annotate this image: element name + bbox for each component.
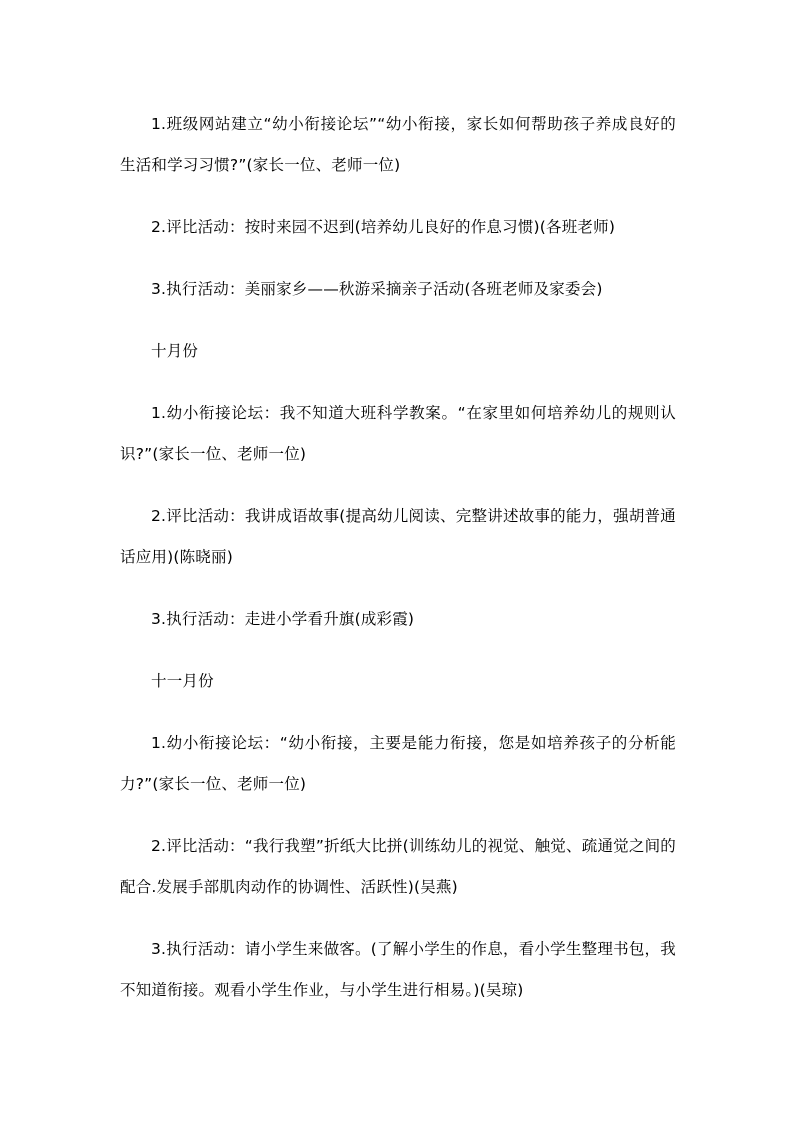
paragraph-nov-execute: 3.执行活动：请小学生来做客。(了解小学生的作息，看小学生整理书包，我不知道衔接。观看小学生作业，与小学生进行相易。)(吴琼) [120,940,676,999]
section-heading-november: 十一月份 [151,672,214,690]
paragraph-sep-forum: 1.班级网站建立“幼小衔接论坛”“幼小衔接，家长如何帮助孩子养成良好的生活和学习习惯?”(家长一位、老师一位) [120,115,676,174]
document-body [120,104,676,1032]
paragraph-nov-forum: 1.幼小衔接论坛：“幼小衔接，主要是能力衔接，您是如培养孩子的分析能力?”(家长一位、老师一位) [120,734,676,793]
paragraph-sep-execute: 3.执行活动：美丽家乡——秋游采摘亲子活动(各班老师及家委会) [151,280,603,298]
paragraph-oct-forum: 1.幼小衔接论坛：我不知道大班科学教案。“在家里如何培养幼儿的规则认识?”(家长一位、老师一位) [120,404,676,463]
paragraph-sep-compare: 2.评比活动：按时来园不迟到(培养幼儿良好的作息习惯)(各班老师) [151,218,616,236]
paragraph-nov-compare: 2.评比活动：“我行我塑”折纸大比拼(训练幼儿的视觉、触觉、疏通觉之间的配合.发展手部肌肉动作的协调性、活跃性)(吴燕) [120,837,676,896]
paragraph-oct-compare: 2.评比活动：我讲成语故事(提高幼儿阅读、完整讲述故事的能力，强胡普通话应用)(陈晓丽) [120,507,676,566]
section-heading-october: 十月份 [151,342,199,360]
paragraph-oct-execute: 3.执行活动：走进小学看升旗(成彩霞) [151,610,415,628]
